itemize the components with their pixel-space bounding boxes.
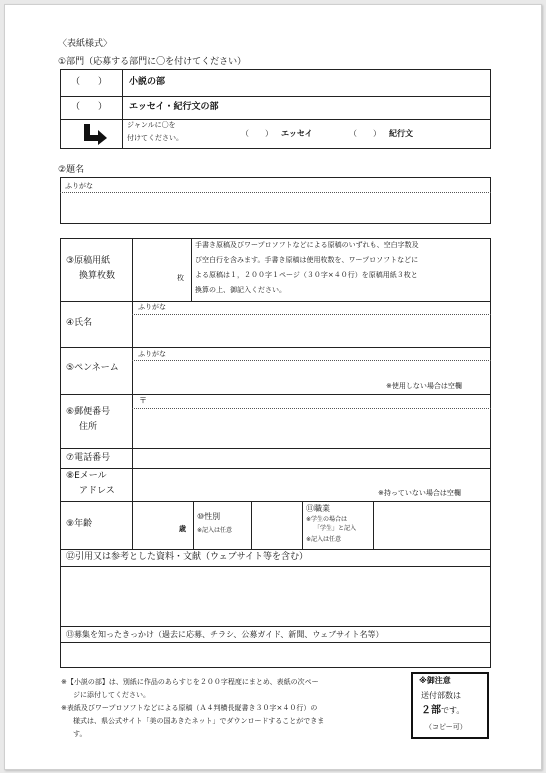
arrow-right-icon: [81, 122, 109, 146]
travel-genre-label: 紀行文: [389, 129, 413, 138]
novel-summary-note-1: ※【小説の部】は、別紙に作品のあらすじを２００字程度にまとめ、表紙の次ペー: [61, 678, 319, 686]
name-field[interactable]: [133, 315, 490, 346]
job-note-3: ※記入は任意: [306, 536, 342, 543]
manuscript-count-field[interactable]: [133, 239, 190, 300]
gender-label: ⑩性別: [197, 512, 221, 521]
novel-summary-note-2: ジに添付してください。: [73, 691, 150, 699]
manuscript-note-3: よる原稿は１，２００字１ページ（３０字×４０行）を原稿用紙３枚と: [195, 271, 418, 279]
essay-choice-paren[interactable]: （ ）: [71, 102, 108, 112]
postal-mark: 〒: [139, 396, 147, 405]
phone-label: ⑦電話番号: [66, 453, 111, 463]
genre-instruction-2: 付けてください。: [127, 134, 183, 142]
job-note-1: ※学生の場合は: [306, 516, 348, 523]
travel-genre-paren[interactable]: （ ）: [349, 129, 381, 138]
form-page: [4, 4, 542, 770]
how-learned-label: ⑬募集を知ったきっかけ（過去に応募、チラシ、公募ガイド、新聞、ウェブサイト名等）: [66, 630, 384, 639]
pen-name-label: ⑤ペンネーム: [66, 363, 119, 373]
pen-name-note: ※使用しない場合は空欄: [386, 382, 462, 390]
sheet-unit: 枚: [177, 274, 184, 282]
job-label: ⑪職業: [306, 504, 330, 513]
job-field[interactable]: [374, 502, 490, 548]
age-label: ⑨年齢: [66, 519, 93, 529]
email-note: ※持っていない場合は空欄: [378, 489, 461, 497]
format-note-2: 様式は、県公式サイト「美の国あきたネット」でダウンロードすることができま: [73, 717, 325, 725]
novel-section-label: 小説の部: [129, 77, 166, 87]
postal-code-label: ⑥郵便番号: [66, 407, 111, 417]
caution-copy: （コピー可）: [425, 723, 467, 731]
format-note-1: ※表紙及びワープロソフトなどによる原稿（Ａ４判横長縦書き３０字×４０行）の: [61, 704, 318, 712]
novel-choice-paren[interactable]: （ ）: [71, 77, 108, 87]
genre-instruction-1: ジャンルに〇を: [127, 121, 176, 129]
form-type-label: 〈表紙様式〉: [58, 39, 113, 49]
email-label-2: アドレス: [79, 486, 115, 496]
caution-line2-suffix: です。: [441, 706, 465, 715]
gender-field[interactable]: [252, 502, 301, 548]
references-label: ⑫引用又は参考とした資料・文献（ウェブサイト等を含む）: [66, 552, 309, 562]
caution-line2: [421, 706, 464, 716]
essay-genre-label: エッセイ: [281, 129, 313, 138]
caution-title: ※御注意: [419, 676, 451, 685]
department-box: [60, 69, 491, 149]
title-box[interactable]: [60, 177, 491, 224]
references-field[interactable]: [61, 567, 490, 625]
age-unit: 歳: [179, 525, 186, 533]
title-furigana-label: ふりがな: [65, 182, 93, 190]
phone-field[interactable]: [133, 449, 490, 467]
manuscript-note-2: び空白行を含みます。手書き原稿は使用枚数を、ワープロソフトなどに: [195, 256, 419, 264]
email-label-1: ⑧Eメール: [66, 471, 107, 481]
address-field[interactable]: [133, 409, 490, 447]
pen-name-furigana-label: ふりがな: [138, 350, 166, 358]
copy-count: ２部: [421, 705, 441, 716]
address-label: 住所: [79, 422, 98, 432]
manuscript-note-1: 手書き原稿及びワープロソフトなどによる原稿のいずれも、空白字数及: [195, 241, 419, 249]
how-learned-field[interactable]: [61, 643, 490, 667]
section2-title: ②題名: [58, 165, 85, 175]
format-note-3: す。: [73, 730, 87, 738]
manuscript-count-label-1: ③原稿用紙: [66, 256, 111, 266]
manuscript-note-4: 換算の上、御記入ください。: [195, 286, 286, 294]
section1-title: ①部門（応募する部門に〇を付けてください）: [58, 57, 247, 67]
job-note-2: 「学生」と記入: [314, 525, 357, 532]
gender-note: ※記入は任意: [197, 527, 233, 534]
name-furigana-label: ふりがな: [138, 303, 166, 311]
caution-line1: 送付部数は: [421, 691, 461, 700]
manuscript-count-label-2: 換算枚数: [79, 271, 116, 281]
name-label: ④氏名: [66, 318, 93, 328]
essay-genre-paren[interactable]: （ ）: [241, 129, 273, 138]
essay-section-label: エッセイ・紀行文の部: [129, 102, 219, 112]
